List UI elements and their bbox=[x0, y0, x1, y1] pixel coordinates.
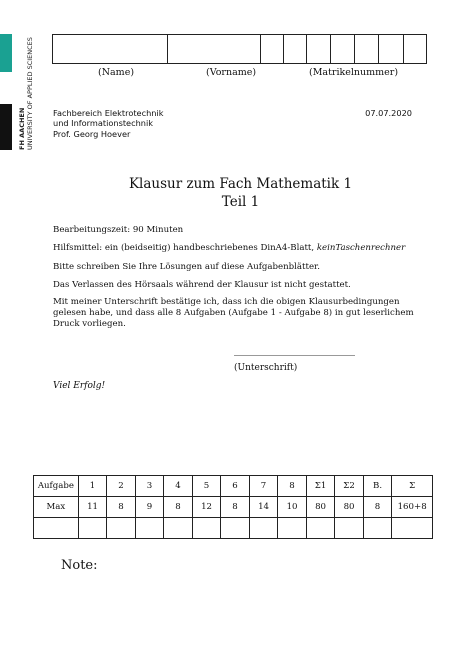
score-entry-cell[interactable] bbox=[335, 518, 364, 539]
score-entry-cell[interactable] bbox=[249, 518, 278, 539]
instruction-time: Bearbeitungszeit: 90 Minuten bbox=[53, 225, 184, 235]
score-header-row bbox=[34, 476, 433, 497]
score-max-cell: 8 bbox=[363, 497, 392, 518]
good-luck-text: Viel Erfolg! bbox=[53, 381, 106, 391]
score-max-cell: 160+8 bbox=[392, 497, 433, 518]
score-header-cell: B. bbox=[363, 476, 392, 497]
signature-line[interactable] bbox=[234, 355, 355, 356]
score-entry-row bbox=[34, 518, 433, 539]
score-entry-cell[interactable] bbox=[221, 518, 250, 539]
score-max-cell: 12 bbox=[192, 497, 221, 518]
score-entry-cell[interactable] bbox=[78, 518, 107, 539]
instruction-write: Bitte schreiben Sie Ihre Lösungen auf diese Aufgabenblätter. bbox=[53, 262, 320, 272]
score-entry-cell[interactable] bbox=[306, 518, 335, 539]
matriculation-digit[interactable] bbox=[261, 35, 284, 64]
score-header-cell: Σ bbox=[392, 476, 433, 497]
score-max-cell: 9 bbox=[135, 497, 164, 518]
score-max-row bbox=[34, 497, 433, 518]
exam-part: Teil 1 bbox=[221, 194, 260, 210]
score-header-cell: 6 bbox=[221, 476, 250, 497]
score-entry-cell[interactable] bbox=[135, 518, 164, 539]
score-table bbox=[33, 475, 433, 539]
score-max-cell: 11 bbox=[78, 497, 107, 518]
score-max-cell: 14 bbox=[249, 497, 278, 518]
university-logo-text bbox=[18, 30, 40, 150]
department-line: Fachbereich Elektrotechnik bbox=[53, 108, 164, 118]
professor-name: Prof. Georg Hoever bbox=[53, 129, 131, 139]
matriculation-digit[interactable] bbox=[306, 35, 331, 64]
first-name-label: (Vorname) bbox=[206, 67, 257, 78]
matriculation-digit[interactable] bbox=[404, 35, 427, 64]
department-line: und Informationstechnik bbox=[53, 118, 153, 128]
score-entry-cell[interactable] bbox=[278, 518, 307, 539]
score-max-cell: 8 bbox=[107, 497, 136, 518]
score-max-cell: 10 bbox=[278, 497, 307, 518]
score-entry-cell[interactable] bbox=[392, 518, 433, 539]
matriculation-digit[interactable] bbox=[283, 35, 306, 64]
name-label: (Name) bbox=[98, 67, 135, 78]
score-entry-cell[interactable] bbox=[363, 518, 392, 539]
aids-emphasis: keinTaschenrechner bbox=[316, 243, 406, 253]
brand-black-bar bbox=[0, 104, 12, 150]
sidebar-branding bbox=[0, 0, 12, 150]
score-header-cell: Σ1 bbox=[306, 476, 335, 497]
matriculation-digit[interactable] bbox=[354, 35, 378, 64]
brand-green-bar bbox=[0, 34, 12, 72]
score-entry-cell[interactable] bbox=[192, 518, 221, 539]
first-name-field[interactable] bbox=[168, 35, 261, 64]
grade-label: Note: bbox=[61, 558, 98, 573]
score-header-cell: 7 bbox=[249, 476, 278, 497]
score-header-cell: 3 bbox=[135, 476, 164, 497]
score-entry-cell[interactable] bbox=[164, 518, 193, 539]
score-max-cell: 80 bbox=[306, 497, 335, 518]
matriculation-label: (Matrikelnummer) bbox=[309, 67, 399, 78]
instruction-confirm: Mit meiner Unterschrift bestätige ich, dass ich die obigen Klausurbedingungen gelesen habe, und dass alle 8 Aufgaben (Aufgabe 1 - Aufgabe 8) in gut leserlichem Druck vorliegen. bbox=[53, 297, 414, 329]
score-header-cell: 8 bbox=[278, 476, 307, 497]
exam-title: Klausur zum Fach Mathematik 1 bbox=[128, 176, 353, 192]
exam-date: 07.07.2020 bbox=[365, 108, 412, 118]
score-entry-cell bbox=[34, 518, 79, 539]
instruction-leaving: Das Verlassen des Hörsaals während der Klausur ist nicht gestattet. bbox=[53, 280, 351, 290]
signature-label: (Unterschrift) bbox=[234, 363, 298, 373]
score-max-cell: 8 bbox=[164, 497, 193, 518]
matriculation-digit[interactable] bbox=[331, 35, 355, 64]
score-header-cell: Σ2 bbox=[335, 476, 364, 497]
score-max-cell: Max bbox=[34, 497, 79, 518]
matriculation-digit[interactable] bbox=[378, 35, 404, 64]
score-entry-cell[interactable] bbox=[107, 518, 136, 539]
aids-text: Hilfsmittel: ein (beidseitig) handbeschriebenes DinA4-Blatt, bbox=[53, 243, 315, 253]
logo-subtitle: UNIVERSITY OF APPLIED SCIENCES bbox=[26, 37, 34, 150]
instruction-aids bbox=[53, 243, 425, 254]
score-max-cell: 8 bbox=[221, 497, 250, 518]
score-header-cell: 2 bbox=[107, 476, 136, 497]
name-entry-box bbox=[52, 34, 427, 64]
department bbox=[53, 108, 163, 128]
score-header-cell: 1 bbox=[78, 476, 107, 497]
score-header-cell: 5 bbox=[192, 476, 221, 497]
logo-title: FH AACHEN bbox=[18, 107, 26, 150]
score-header-cell: 4 bbox=[164, 476, 193, 497]
score-max-cell: 80 bbox=[335, 497, 364, 518]
score-header-cell: Aufgabe bbox=[34, 476, 79, 497]
name-field[interactable] bbox=[53, 35, 168, 64]
